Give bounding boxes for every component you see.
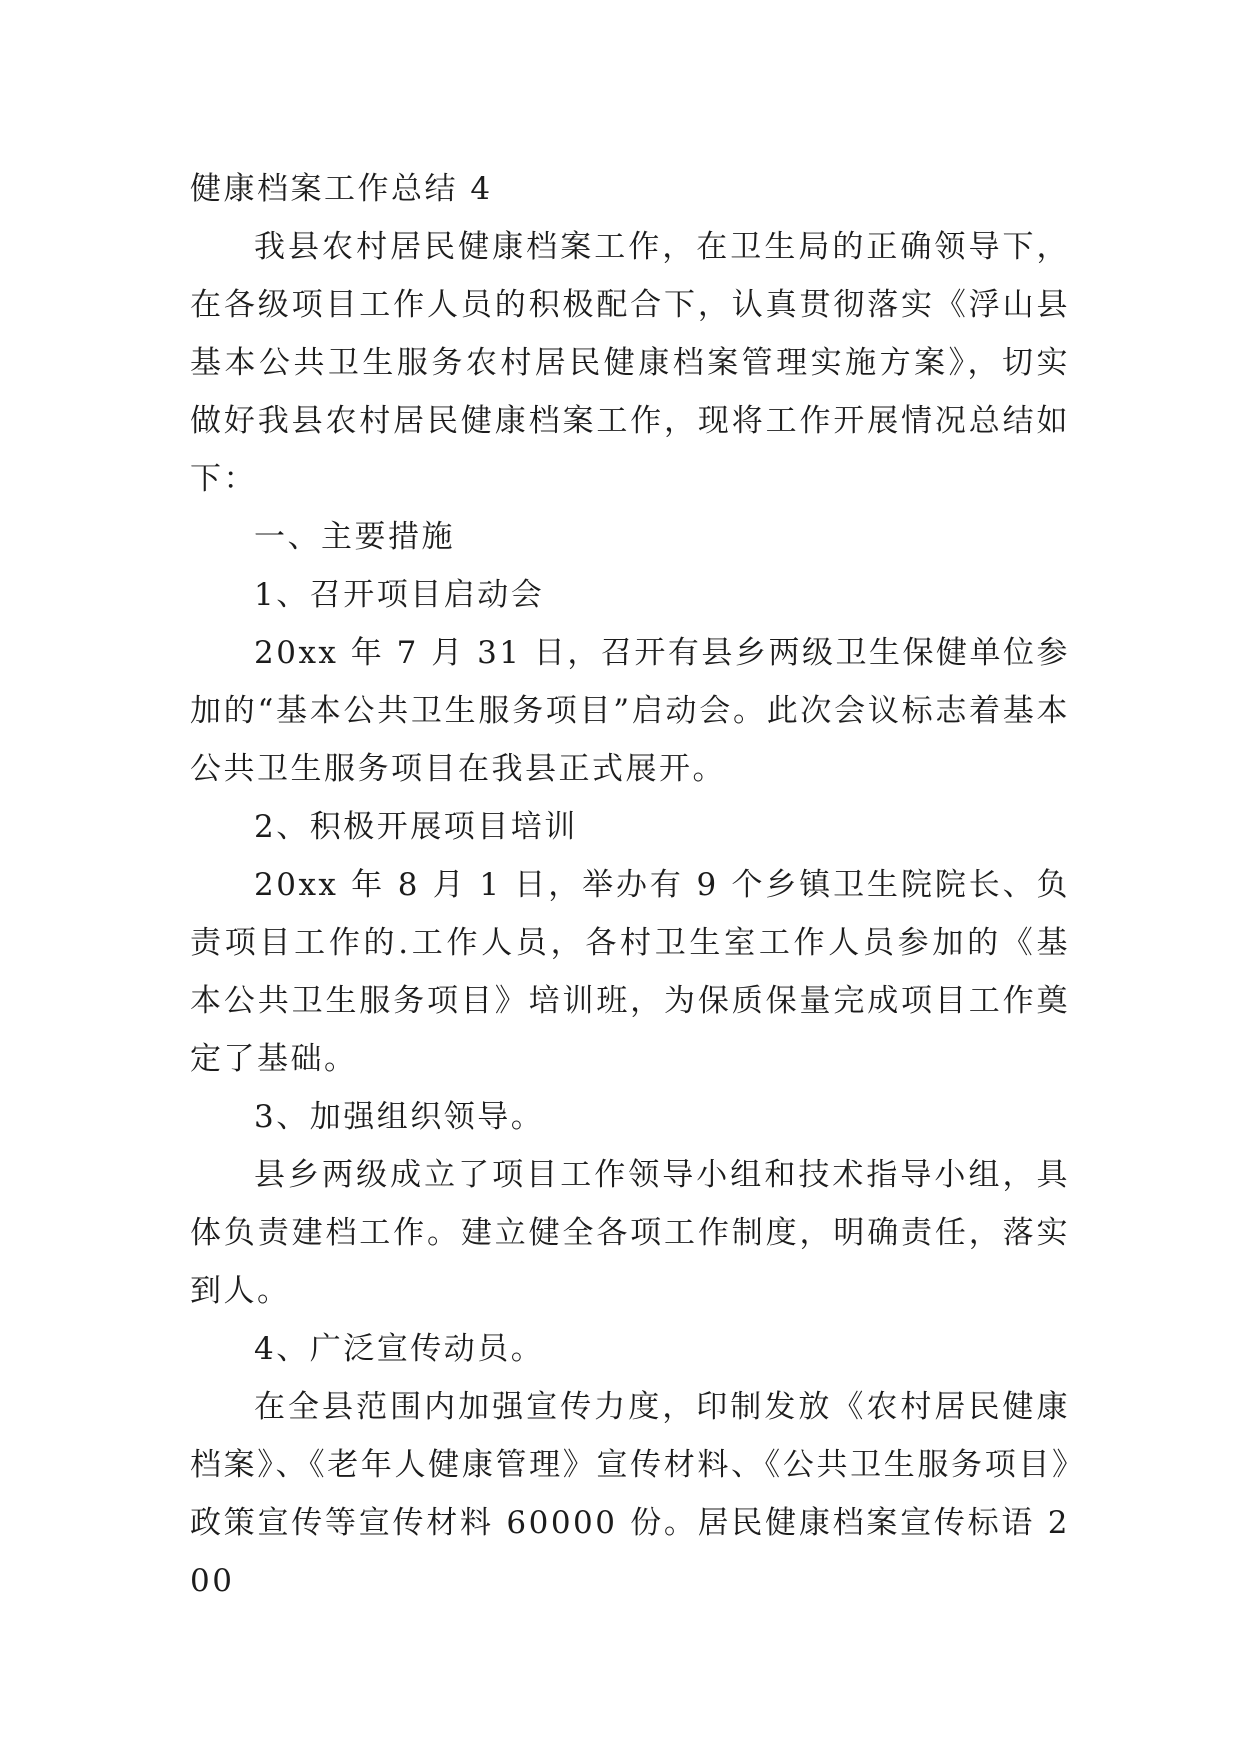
subheading-publicity: 4、广泛宣传动员。: [254, 1331, 545, 1367]
paragraph-training: 20xx 年 8 月 1 日，举办有 9 个乡镇卫生院院长、负责项目工作的.工作人员，各村卫生室工作人员参加的《基本公共卫生服务项目》培训班，为保质保量完成项目工作奠定了基础。: [190, 867, 1070, 1077]
document-body: [190, 160, 1070, 1610]
subheading-kickoff-meeting: 1、召开项目启动会: [254, 577, 545, 613]
paragraph-publicity: 在全县范围内加强宣传力度，印制发放《农村居民健康档案》、《老年人健康管理》宣传材料、《公共卫生服务项目》政策宣传等宣传材料 60000 份。居民健康档案宣传标语 200: [190, 1389, 1070, 1599]
paragraph-leadership: 县乡两级成立了项目工作领导小组和技术指导小组，具体负责建档工作。建立健全各项工作制度，明确责任，落实到人。: [190, 1157, 1070, 1309]
subheading-training: 2、积极开展项目培训: [254, 809, 578, 845]
section-heading-main-measures: 一、主要措施: [254, 519, 455, 555]
intro-paragraph: 我县农村居民健康档案工作，在卫生局的正确领导下，在各级项目工作人员的积极配合下，认真贯彻落实《浮山县基本公共卫生服务农村居民健康档案管理实施方案》，切实做好我县农村居民健康档案工作，现将工作开展情况总结如下：: [190, 229, 1070, 497]
subheading-leadership: 3、加强组织领导。: [254, 1099, 545, 1135]
paragraph-kickoff-meeting: 20xx 年 7 月 31 日，召开有县乡两级卫生保健单位参加的“基本公共卫生服务项目”启动会。此次会议标志着基本公共卫生服务项目在我县正式展开。: [190, 635, 1070, 787]
document-title: 健康档案工作总结 4: [190, 171, 493, 207]
